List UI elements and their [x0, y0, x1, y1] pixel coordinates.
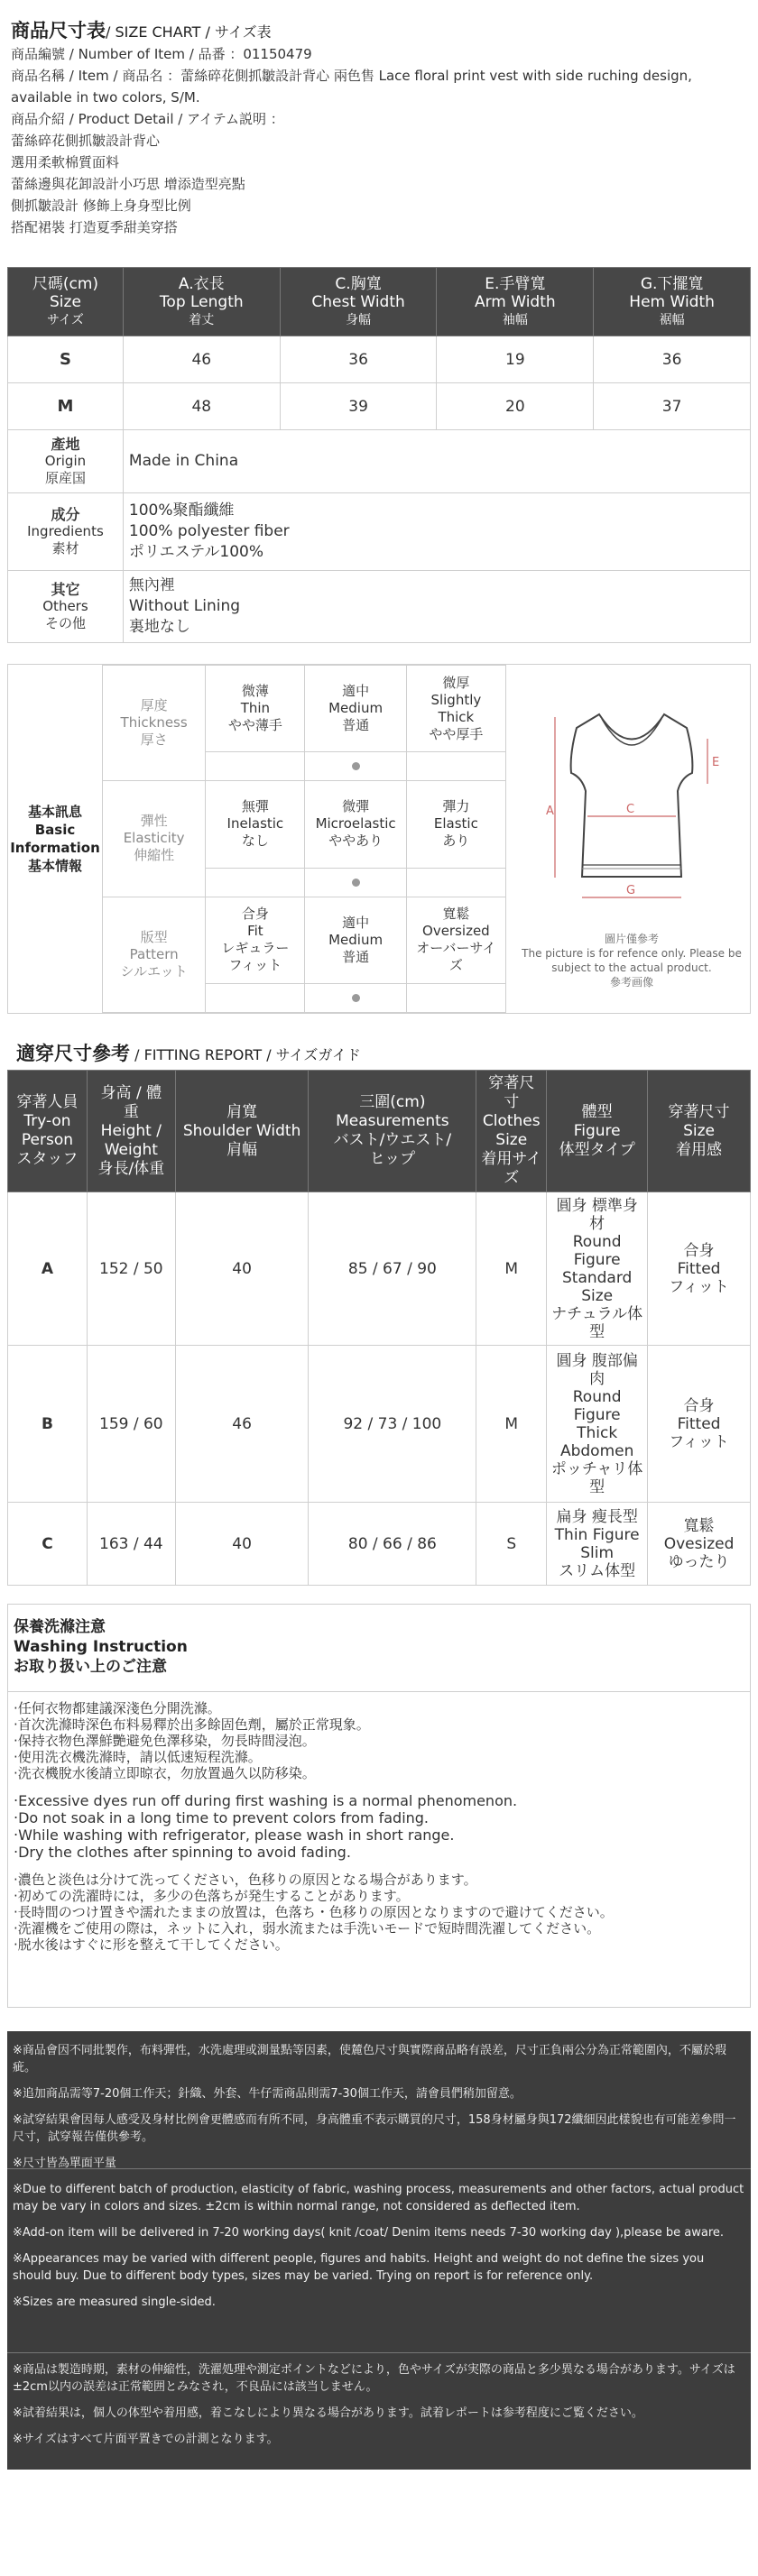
text-line: レギュラー: [221, 940, 290, 957]
attr-options-row: [103, 897, 506, 983]
wash-group-zh: [14, 1700, 744, 1781]
diagram-label-g: G: [626, 884, 636, 897]
attr-option: [406, 666, 505, 752]
fit-row: [8, 1346, 751, 1503]
attr-name: [103, 781, 206, 897]
fit-cell: 152 / 50: [87, 1192, 175, 1346]
attr-option: [305, 666, 406, 752]
size-row: [8, 383, 751, 430]
attr-option: [406, 897, 505, 983]
text-line: 合身: [683, 1396, 715, 1415]
wash-group-en: [14, 1792, 744, 1861]
info-line: 商品介紹 / Product Detail / アイテム説明 ：: [11, 111, 284, 127]
info-line: 蕾絲碎花側抓皺設計背心: [11, 133, 161, 149]
fit-feel: [648, 1503, 751, 1586]
fit-col-header: [309, 1071, 476, 1192]
wash-line: ‧Do not soak in a long time to prevent colors from fading.: [14, 1809, 430, 1826]
text-line: 保養洗滌注意: [14, 1618, 106, 1636]
text-line: オーバーサイ: [416, 940, 496, 957]
size-value: 39: [280, 383, 437, 430]
text-line: 身長/体重: [97, 1159, 165, 1178]
text-line: 版型: [140, 928, 168, 945]
garment-diagram: [513, 665, 750, 1013]
header-line: Arm Width: [474, 292, 556, 311]
size-col-header: [437, 268, 594, 336]
notes-zh: [13, 2042, 745, 2181]
size-value: 36: [280, 336, 437, 383]
text-line: Size: [683, 1121, 715, 1140]
text-line: フィット: [228, 957, 282, 974]
text-line: Origin: [44, 453, 87, 469]
text-line: 圓身 腹部偏: [556, 1351, 638, 1370]
attr-marker-cell: [305, 752, 406, 781]
fit-cell: 159 / 60: [87, 1346, 175, 1503]
text-line: ポッチャリ体: [550, 1459, 643, 1478]
diagram-label-a: A: [546, 805, 554, 818]
text-line: Pattern: [129, 945, 179, 962]
attr-marker-cell: [305, 868, 406, 897]
note-line: ※試穿結果會因每人感受及身材比例會更體感而有所不同，身高體重不表示購買的尺寸，158身材屬身與172纖細因此樣貌也有可能差參問一尺寸，試穿報告僅供參考。: [13, 2113, 736, 2144]
washing-heading: [8, 1605, 750, 1677]
wash-line: ‧任何衣物都建議深淺色分開洗滌。: [14, 1700, 221, 1716]
text-line: 体型タイプ: [559, 1140, 635, 1159]
text-line: Inelastic: [226, 815, 284, 833]
diagram-label-c: C: [626, 803, 635, 816]
text-line: その他: [44, 615, 86, 631]
text-line: Try-on: [23, 1112, 71, 1130]
size-value: 19: [437, 336, 594, 383]
wash-line: ‧使用洗衣機洗滌時，請以低速短程洗滌。: [14, 1749, 262, 1765]
text-line: 肩幅: [226, 1140, 258, 1159]
text-line: Thickness: [120, 714, 188, 731]
notes-ja: [13, 2361, 745, 2457]
fit-figure: [547, 1346, 648, 1503]
text-line: 圖片僅參考: [604, 933, 659, 945]
text-line: Made in China: [128, 452, 239, 470]
wash-line: ‧脱水後はすぐに形を整えて干してください。: [14, 1937, 289, 1953]
diagram-label-e: E: [712, 756, 720, 769]
note-line: ※サイズはすべて片面平置きでの計測となります。: [13, 2433, 279, 2446]
text-line: 材: [589, 1214, 605, 1233]
row-value: [123, 571, 750, 643]
header-line: 着丈: [189, 312, 215, 327]
text-line: Without Lining: [128, 597, 241, 615]
text-line: Figure: [573, 1405, 621, 1424]
header-line: Top Length: [159, 292, 244, 311]
attr-marker-cell: [406, 752, 505, 781]
text-line: 100% polyester fiber: [128, 522, 290, 540]
wash-line: ‧Excessive dyes run off during first washing is a normal phenomenon.: [14, 1792, 518, 1809]
text-line: Thick: [577, 1423, 618, 1442]
attr-option: [206, 897, 305, 983]
attr-option: [206, 666, 305, 752]
text-line: ヒップ: [369, 1150, 416, 1168]
header-line: 袖幅: [502, 312, 528, 327]
text-line: Medium: [328, 700, 384, 717]
fit-cell: 40: [175, 1503, 309, 1586]
text-line: 無彈: [241, 798, 269, 815]
text-line: Standard: [561, 1268, 633, 1287]
fit-cell: B: [8, 1346, 88, 1503]
text-line: 寬鬆: [683, 1516, 715, 1535]
size-value: 37: [594, 383, 751, 430]
header-line: G.下擺寬: [640, 274, 704, 293]
size-table: [7, 267, 751, 643]
text-line: Size: [581, 1286, 614, 1305]
text-line: 其它: [51, 581, 80, 598]
text-line: 圓身 標準身: [556, 1196, 638, 1215]
ingredients-row: [8, 493, 751, 571]
text-line: Thin: [240, 700, 271, 717]
text-line: 着用サイ: [481, 1150, 542, 1168]
text-line: 着用感: [676, 1140, 723, 1159]
fit-figure: [547, 1503, 648, 1586]
diagram-caption: [513, 932, 750, 989]
header-line: C.胸寬: [335, 274, 382, 293]
fit-cell: M: [476, 1346, 547, 1503]
text-line: 體型: [581, 1102, 613, 1121]
text-line: 基本訊息: [27, 804, 82, 820]
text-line: 合身: [683, 1241, 715, 1260]
info-line: 選用柔軟棉質面料: [11, 154, 120, 170]
size-row: [8, 336, 751, 383]
selected-dot-icon: [352, 994, 360, 1002]
text-line: Slightly: [430, 691, 482, 708]
info-line: 側抓皺設計 修飾上身身型比例: [11, 198, 191, 214]
text-line: Fitted: [677, 1414, 721, 1433]
product-header: [0, 0, 758, 238]
wash-line: ‧洗濯機をご使用の際は，ネットに入れ，弱水流または手洗いモードで短時間洗濯してください。: [14, 1920, 601, 1937]
attr-option: [206, 781, 305, 868]
text-line: ポリエステル100%: [128, 543, 263, 561]
selected-dot-icon: [352, 762, 360, 770]
row-label: [8, 493, 124, 571]
text-line: Person: [21, 1131, 74, 1149]
size-value: 20: [437, 383, 594, 430]
size-col-header: [280, 268, 437, 336]
basic-info-panel: [7, 664, 751, 1014]
fit-cell: A: [8, 1192, 88, 1346]
header-line: 身幅: [346, 312, 372, 327]
size-col-header: [123, 268, 280, 336]
text-line: 彈性: [140, 813, 168, 830]
fit-cell: S: [476, 1503, 547, 1586]
fit-col-header: [87, 1071, 175, 1192]
attr-options-row: [103, 666, 506, 752]
text-line: 產地: [51, 436, 80, 453]
text-line: Abdomen: [559, 1441, 634, 1460]
text-line: あり: [442, 833, 470, 850]
text-line: Oversized: [422, 923, 490, 940]
note-line: ※商品は製造時期，素材の伸縮性，洗濯処理や測定ポイントなどにより，色やサイズが実際の商品と多少異なる場合があります。サイズは±2cm以内の誤差は正常範囲とみなされ，不良品には該当しません。: [13, 2363, 735, 2394]
note-line: ※商品會因不同批製作，布料彈性，水洗處理或測量點等因素，使麓色尺寸與實際商品略有誤差，尺寸正負兩公分為正常範圍內，不屬於瑕疵。: [13, 2044, 726, 2075]
text-line: フィット: [669, 1432, 729, 1451]
text-line: Weight: [104, 1140, 158, 1159]
text-line: Elasticity: [123, 830, 185, 847]
fit-cell: M: [476, 1192, 547, 1346]
fit-feel: [648, 1192, 751, 1346]
fit-feel: [648, 1346, 751, 1503]
text-line: 參考画像: [609, 976, 653, 989]
attr-marker-cell: [206, 868, 305, 897]
attr-options-row: [103, 781, 506, 868]
text-line: 厚さ: [140, 731, 168, 749]
notes-en: [13, 2181, 745, 2320]
washing-list: [14, 1700, 744, 1964]
text-line: Clothes: [482, 1112, 541, 1130]
basic-info-label: [8, 665, 102, 1013]
origin-row: [8, 430, 751, 493]
attr-marker-cell: [206, 752, 305, 781]
fit-row: [8, 1503, 751, 1586]
attr-marker-cell: [206, 983, 305, 1012]
attr-marker-cell: [406, 983, 505, 1012]
text-line: やや厚手: [429, 725, 484, 742]
text-line: Ingredients: [27, 523, 104, 539]
header-line: Chest Width: [311, 292, 405, 311]
text-line: Basic: [34, 822, 76, 838]
size-table-header: [8, 268, 751, 336]
wash-line: ‧長時間のつけ置きや濡れたままの放置は，色落ち・色移りの原因となりますので避けてください。: [14, 1904, 614, 1920]
text-line: 身高 / 體: [100, 1083, 162, 1102]
size-label: M: [8, 383, 124, 430]
info-line: 商品編號 / Number of Item / 品番 ：01150479: [11, 46, 312, 62]
text-line: なし: [241, 833, 269, 850]
text-line: Ovesized: [663, 1534, 735, 1553]
note-line: ※Appearances may be varied with different people, figures and habits. Height and weight do not define the sizes you should buy. Due to different body types, sizes may be varied. Trying on report is for reference only.: [13, 2252, 705, 2283]
product-info: [11, 43, 747, 238]
note-line: ※尺寸皆為單面平量: [13, 2157, 116, 2170]
text-line: Elastic: [433, 815, 478, 833]
others-row: [8, 571, 751, 643]
text-line: 普通: [342, 717, 370, 734]
fit-row: [8, 1192, 751, 1346]
row-label: [8, 430, 124, 493]
header-line: Hem Width: [629, 292, 715, 311]
text-line: Slim: [580, 1543, 615, 1562]
text-line: 微薄: [241, 683, 269, 700]
fitting-report-title: 適穿尺寸參考 / FITTING REPORT / サイズガイド: [16, 1043, 361, 1064]
note-line: ※Add-on item will be delivered in 7-20 working days( knit /coat/ Denim items needs 7-30 working day ),please be aware.: [13, 2226, 725, 2240]
wash-line: ‧While washing with refrigerator, please wash in short range.: [14, 1826, 455, 1844]
wash-line: ‧保持衣物色澤鮮艷避免色澤移染，勿長時間浸泡。: [14, 1733, 316, 1749]
size-value: 48: [123, 383, 280, 430]
text-line: Medium: [328, 931, 384, 948]
text-line: お取り扱い上のご注意: [14, 1658, 167, 1676]
fit-cell: 92 / 73 / 100: [309, 1346, 476, 1503]
text-line: ややあり: [328, 833, 384, 850]
fit-cell: C: [8, 1503, 88, 1586]
header-line: サイズ: [47, 312, 84, 327]
text-line: 適中: [342, 683, 370, 700]
wash-line: ‧初めての洗濯時には，多少の色落ちが発生することがあります。: [14, 1888, 410, 1904]
text-line: シルエット: [120, 962, 188, 980]
attr-marker-cell: [305, 983, 406, 1012]
text-line: Round: [572, 1387, 622, 1406]
size-label: S: [8, 336, 124, 383]
text-line: 裏地なし: [128, 618, 190, 636]
size-value: 46: [123, 336, 280, 383]
text-line: Microelastic: [315, 815, 396, 833]
row-label: [8, 571, 124, 643]
text-line: 微厚: [442, 674, 470, 691]
text-line: Measurements: [336, 1112, 449, 1130]
size-col-header: [8, 268, 124, 336]
text-line: 伸縮性: [134, 847, 175, 864]
note-line: ※Sizes are measured single-sided.: [13, 2295, 216, 2309]
fit-figure: [547, 1192, 648, 1346]
fit-cell: 80 / 66 / 86: [309, 1503, 476, 1586]
text-line: Washing Instruction: [14, 1638, 188, 1656]
text-line: 適中: [342, 914, 370, 931]
text-line: Thick: [438, 708, 475, 725]
basic-info-grid: [102, 665, 506, 1013]
selected-dot-icon: [352, 879, 360, 887]
note-line: ※追加商品需等7-20個工作天；針織、外套、牛仔需商品則需7-30個工作天，請會員們稍加留意。: [13, 2087, 522, 2101]
vest-diagram-icon: [513, 665, 750, 935]
text-line: 型: [589, 1477, 605, 1496]
fit-col-header: [476, 1071, 547, 1192]
header-line: 裾幅: [659, 312, 685, 327]
info-line: 搭配裙裝 打造夏季甜美穿搭: [11, 219, 178, 235]
text-line: 100%聚酯纖維: [128, 501, 235, 520]
text-line: バスト/ウエスト/: [333, 1131, 452, 1149]
text-line: 扁身 瘦長型: [556, 1507, 638, 1526]
fit-cell: 46: [175, 1346, 309, 1503]
fit-cell: 163 / 44: [87, 1503, 175, 1586]
size-value: 36: [594, 336, 751, 383]
text-line: 穿著人員: [16, 1093, 79, 1111]
text-line: 型: [589, 1322, 605, 1341]
header-line: 尺碼(cm): [32, 274, 99, 293]
text-line: スタッフ: [16, 1150, 79, 1168]
text-line: 無內裡: [128, 576, 175, 594]
text-line: Shoulder Width: [182, 1121, 301, 1140]
header-line: E.手臂寬: [485, 274, 546, 293]
text-line: Size: [495, 1131, 528, 1149]
notes-panel: [7, 2031, 751, 2470]
header-line: Size: [50, 292, 81, 311]
text-line: やや薄手: [227, 717, 282, 734]
text-line: ズ: [448, 957, 463, 974]
info-line: available in two colors, S/M.: [11, 89, 200, 106]
info-line: 蕾絲邊與花卸設計小巧思 增添造型亮點: [11, 176, 245, 192]
wash-line: ‧Dry the clothes after spinning to avoid fading.: [14, 1844, 351, 1861]
text-line: Round: [572, 1232, 622, 1251]
text-line: Height /: [100, 1121, 162, 1140]
text-line: 合身: [241, 906, 269, 923]
text-line: The picture is for refence only. Please be: [522, 947, 742, 960]
text-line: subject to the actual product.: [551, 961, 712, 974]
size-chart-title: 商品尺寸表/ SIZE CHART / サイズ表: [11, 20, 272, 41]
size-col-header: [594, 268, 751, 336]
text-line: 肩寬: [226, 1102, 258, 1121]
fit-col-header: [175, 1071, 309, 1192]
text-line: 原産国: [44, 470, 86, 486]
text-line: 微彈: [342, 798, 370, 815]
wash-line: ‧洗衣機脫水後請立即晾衣，勿放置過久以防移染。: [14, 1765, 316, 1781]
text-line: ズ: [504, 1169, 520, 1187]
note-line: ※Due to different batch of production, elasticity of fabric, washing process, measurements and other factors, actual product may be vary in colors and sizes. ±2cm is within normal range, not considered as deflected item.: [13, 2183, 744, 2213]
text-line: Thin Figure: [554, 1525, 640, 1544]
text-line: Others: [42, 598, 88, 614]
text-line: 寸: [504, 1093, 520, 1111]
fitting-table-header: [8, 1071, 751, 1192]
text-line: 厚度: [140, 697, 168, 714]
text-line: 穿著尺寸: [668, 1102, 730, 1121]
fitting-table: [7, 1070, 751, 1586]
text-line: Fit: [247, 923, 263, 940]
text-line: ゆったり: [668, 1552, 730, 1571]
fit-col-header: [547, 1071, 648, 1192]
attr-option: [305, 781, 406, 868]
attr-name: [103, 666, 206, 781]
text-line: 穿著尺: [488, 1074, 535, 1092]
text-line: 三圍(cm): [359, 1093, 426, 1111]
attr-marker-cell: [406, 868, 505, 897]
text-line: 普通: [342, 948, 370, 965]
wash-line: ‧濃色と淡色は分けて洗ってください，色移りの原因となる場合があります。: [14, 1872, 477, 1888]
wash-group-ja: [14, 1872, 744, 1953]
attr-option: [406, 781, 505, 868]
text-line: Information: [10, 840, 100, 856]
wash-line: ‧首次洗滌時深色布料易釋於出多餘固色劑，屬於正常現象。: [14, 1716, 370, 1733]
text-line: ナチュラル体: [551, 1304, 643, 1323]
header-line: A.衣長: [178, 274, 225, 293]
text-line: スリム体型: [559, 1561, 636, 1580]
text-line: 成分: [51, 506, 80, 523]
attr-option: [305, 897, 406, 983]
text-line: 彈力: [442, 798, 470, 815]
info-line: 商品名稱 / Item / 商品名 ：蕾絲碎花側抓皺設計背心 兩色售 Lace floral print vest with side ruching design,: [11, 68, 692, 84]
text-line: Fitted: [677, 1259, 721, 1278]
text-line: Figure: [573, 1250, 621, 1269]
text-line: Figure: [573, 1121, 621, 1140]
row-value: [123, 493, 750, 571]
note-line: ※試着結果は，個人の体型や着用感，着こなしにより異なる場合があります。試着レポートは参考程度にご覧ください。: [13, 2406, 643, 2420]
text-line: 基本情報: [27, 858, 82, 874]
fit-cell: 40: [175, 1192, 309, 1346]
fit-col-header: [8, 1071, 88, 1192]
fit-cell: 85 / 67 / 90: [309, 1192, 476, 1346]
text-line: 寬鬆: [442, 906, 470, 923]
text-line: フィット: [669, 1277, 729, 1296]
text-line: 肉: [589, 1369, 605, 1388]
attr-name: [103, 897, 206, 1012]
row-value: [123, 430, 750, 493]
text-line: 素材: [51, 540, 79, 557]
washing-instruction: [7, 1604, 751, 2008]
text-line: 重: [123, 1102, 139, 1121]
fit-col-header: [648, 1071, 751, 1192]
